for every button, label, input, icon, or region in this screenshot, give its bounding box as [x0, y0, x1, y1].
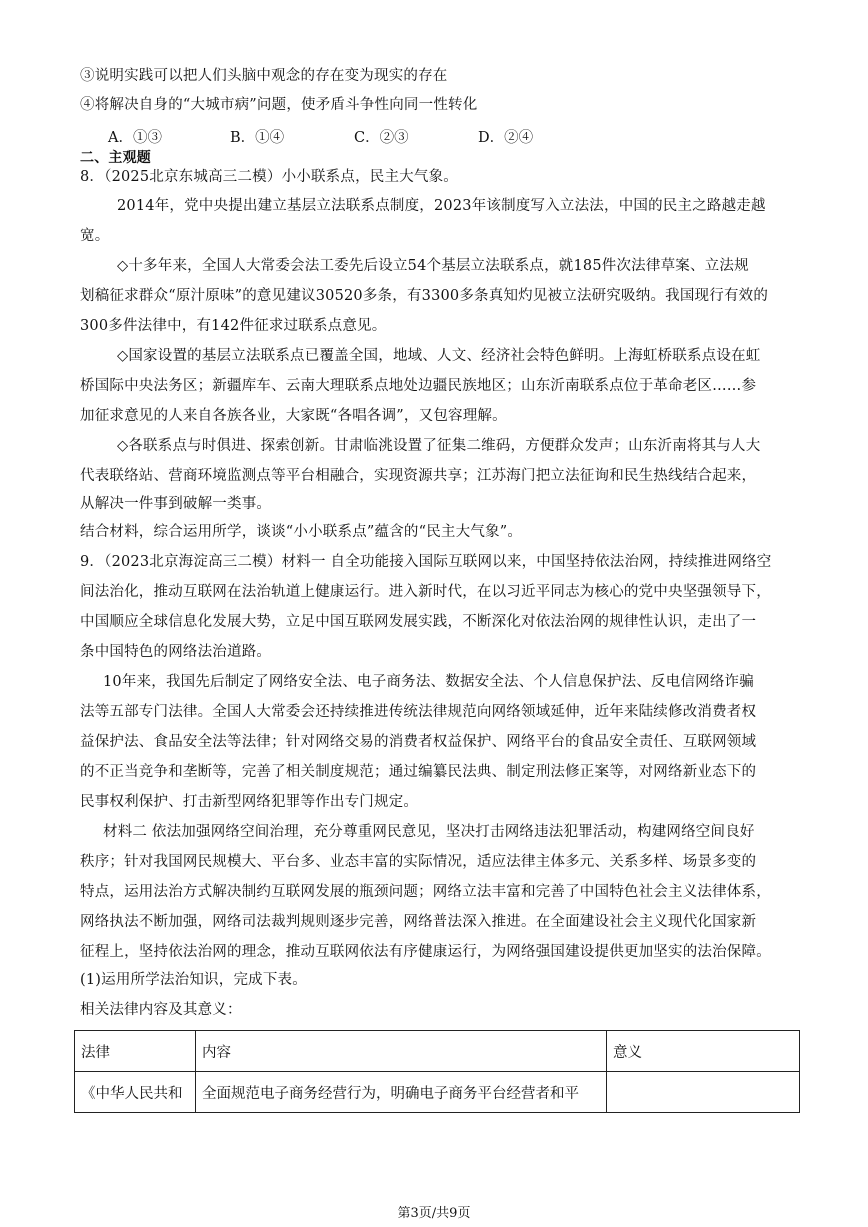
q8-line: 宽。 [80, 228, 110, 244]
q9-line: 10年来，我国先后制定了网络安全法、电子商务法、数据安全法、个人信息保护法、反电信网络诈骗 [103, 674, 754, 690]
section-heading: 二、主观题 [80, 150, 151, 166]
q9-line: 9．（2023北京海淀高三二模）材料一 自全功能接入国际互联网以来，中国坚持依法治网，持续推进网络空 [80, 554, 772, 570]
q9-subquestion: (1)运用所学法治知识，完成下表。 [80, 972, 307, 988]
choice-b: B．①④ [230, 130, 285, 146]
q8-line: 从解决一件事到破解一类事。 [80, 496, 272, 512]
q9-line: 的不正当竞争和垄断等，完善了相关制度规范；通过编纂民法典、制定刑法修正案等，对网络新业态下的 [80, 764, 757, 780]
q9-line: 法等五部专门法律。全国人大常委会还持续推进传统法律规范向网络领域延伸，近年来陆续修改消费者权 [80, 704, 757, 720]
q9-line: 征程上，坚持依法治网的理念，推动互联网依法有序健康运行，为网络强国建设提供更加坚实的法治保障。 [80, 944, 771, 960]
header-law: 法律 [75, 1031, 196, 1072]
q8-line: 划稿征求群众“原汁原味”的意见建议30520多条，有3300多条真知灼见被立法研究吸纳。我国现行有效的 [80, 288, 769, 304]
cell-meaning [607, 1072, 800, 1113]
cell-content: 全面规范电子商务经营行为，明确电子商务平台经营者和平 [196, 1072, 607, 1113]
cell-law: 《中华人民共和 [75, 1072, 196, 1113]
q8-line: 加征求意见的人来自各族各业，大家既“各唱各调”，又包容理解。 [80, 408, 507, 424]
law-table [74, 1030, 800, 1113]
choice-d: D．②④ [478, 130, 534, 146]
q9-line: 条中国特色的网络法治道路。 [80, 644, 272, 660]
table-caption: 相关法律内容及其意义： [80, 1002, 242, 1018]
header-content: 内容 [196, 1031, 607, 1072]
table-header-row [75, 1031, 800, 1072]
q8-line: 300多件法律中，有142件征求过联系点意见。 [80, 318, 387, 334]
q9-line: 间法治化，推动互联网在法治轨道上健康运行。进入新时代，在以习近平同志为核心的党中央坚强领导下， [80, 584, 771, 600]
table-row [75, 1072, 800, 1113]
q9-line: 特点，运用法治方式解决制约互联网发展的瓶颈问题；网络立法丰富和完善了中国特色社会主义法律体系， [80, 884, 771, 900]
q8-line: ◇国家设置的基层立法联系点已覆盖全国，地域、人文、经济社会特色鲜明。上海虹桥联系点设在虹 [117, 348, 761, 364]
q9-line: 中国顺应全球信息化发展大势，立足中国互联网发展实践，不断深化对依法治网的规律性认识，走出了一 [80, 614, 757, 630]
q8-title: 8．（2025北京东城高三二模）小小联系点，民主大气象。 [80, 169, 458, 185]
header-meaning: 意义 [607, 1031, 800, 1072]
page-number: 第3页/共9页 [397, 1206, 471, 1221]
option-3: ③说明实践可以把人们头脑中观念的存在变为现实的存在 [80, 68, 448, 84]
q9-line: 民事权利保护、打击新型网络犯罪等作出专门规定。 [80, 794, 419, 810]
q9-line: 秩序；针对我国网民规模大、平台多、业态丰富的实际情况，适应法律主体多元、关系多样、场景多变的 [80, 854, 757, 870]
q8-line: 桥国际中央法务区；新疆库车、云南大理联系点地处边疆民族地区；山东沂南联系点位于革命老区……参 [80, 378, 757, 394]
option-4: ④将解决自身的“大城市病”问题，使矛盾斗争性向同一性转化 [80, 97, 478, 113]
q8-line: ◇十多年来，全国人大常委会法工委先后设立54个基层立法联系点，就185件次法律草案、立法规 [117, 258, 749, 274]
q8-line: ◇各联系点与时俱进、探索创新。甘肃临洮设置了征集二维码，方便群众发声；山东沂南将其与人大 [117, 438, 761, 454]
q8-line: 2014年，党中央提出建立基层立法联系点制度，2023年该制度写入立法法，中国的民主之路越走越 [117, 198, 766, 214]
q8-prompt: 结合材料，综合运用所学，谈谈“小小联系点”蕴含的“民主大气象”。 [80, 524, 523, 540]
q9-line: 益保护法、食品安全法等法律；针对网络交易的消费者权益保护、网络平台的食品安全责任、互联网领域 [80, 734, 757, 750]
choice-a: A．①③ [108, 130, 162, 146]
choice-c: C．②③ [354, 130, 409, 146]
q9-line: 网络执法不断加强，网络司法裁判规则逐步完善，网络普法深入推进。在全面建设社会主义现代化国家新 [80, 914, 757, 930]
q8-line: 代表联络站、营商环境监测点等平台相融合，实现资源共享；江苏海门把立法征询和民生热线结合起来， [80, 468, 757, 484]
q9-line: 材料二 依法加强网络空间治理，充分尊重网民意见，坚决打击网络违法犯罪活动，构建网络空间良好 [103, 824, 755, 840]
